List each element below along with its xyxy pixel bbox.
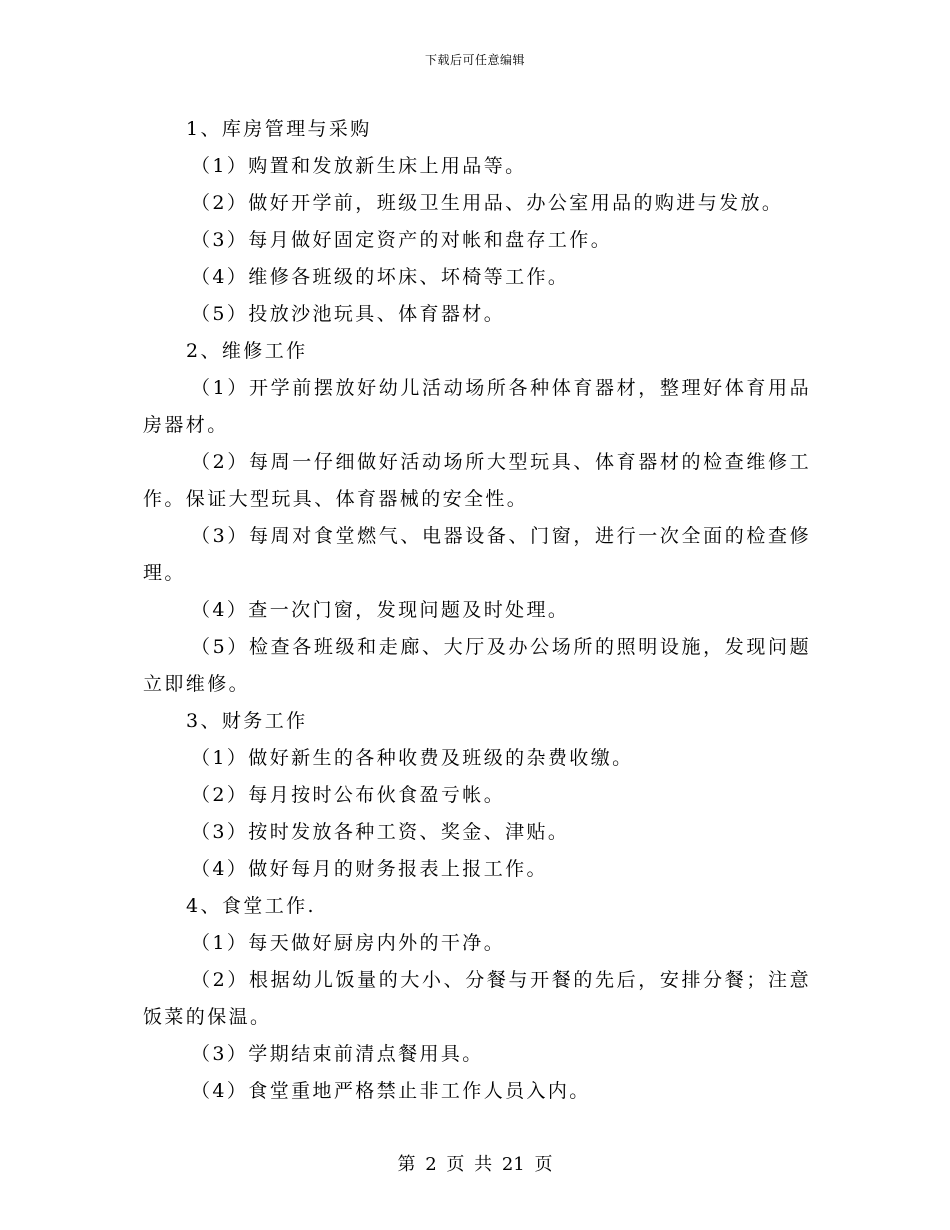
list-item: （2）每月按时公布伙食盈亏帐。 [191,784,506,806]
list-item: （1）做好新生的各种收费及班级的杂费收缴。 [191,747,634,769]
list-item: （4）食堂重地严格禁止非工作人员入内。 [191,1080,591,1102]
list-item: （2）每周一仔细做好活动场所大型玩具、体育器材的检查维修工作。保证大型玩具、体育器械的安全性。 [143,451,811,510]
list-item: （2）根据幼儿饭量的大小、分餐与开餐的先后，安排分餐；注意饭菜的保温。 [143,969,811,1028]
list-item: （4）查一次门窗，发现问题及时处理。 [191,599,570,621]
list-item: （4）做好每月的财务报表上报工作。 [191,858,548,880]
list-item: （3）每月做好固定资产的对帐和盘存工作。 [191,229,613,251]
section-heading-canteen: 4、食堂工作. [186,895,316,917]
list-item: （3）每周对食堂燃气、电器设备、门窗，进行一次全面的检查修理。 [143,525,811,584]
document-body [143,111,811,1110]
list-item: （2）做好开学前，班级卫生用品、办公室用品的购进与发放。 [191,192,784,214]
section-heading-maintenance: 2、维修工作 [186,340,308,362]
list-item: （5）投放沙池玩具、体育器材。 [191,303,506,325]
section-heading-storeroom: 1、库房管理与采购 [186,118,372,140]
list-item: （1）开学前摆放好幼儿活动场所各种体育器材，整理好体育用品房器材。 [143,377,811,436]
list-item: （3）学期结束前清点餐用具。 [191,1043,484,1065]
page-header: 下载后可任意编辑 [424,53,525,67]
list-item: （5）检查各班级和走廊、大厅及办公场所的照明设施，发现问题立即维修。 [143,636,811,695]
list-item: （3）按时发放各种工资、奖金、津贴。 [191,821,570,843]
section-heading-finance: 3、财务工作 [186,710,308,732]
list-item: （1）每天做好厨房内外的干净。 [191,932,506,954]
list-item: （4）维修各班级的坏床、坏椅等工作。 [191,266,570,288]
page-number: 第 2 页 共 21 页 [397,1154,553,1175]
list-item: （1）购置和发放新生床上用品等。 [191,155,527,177]
